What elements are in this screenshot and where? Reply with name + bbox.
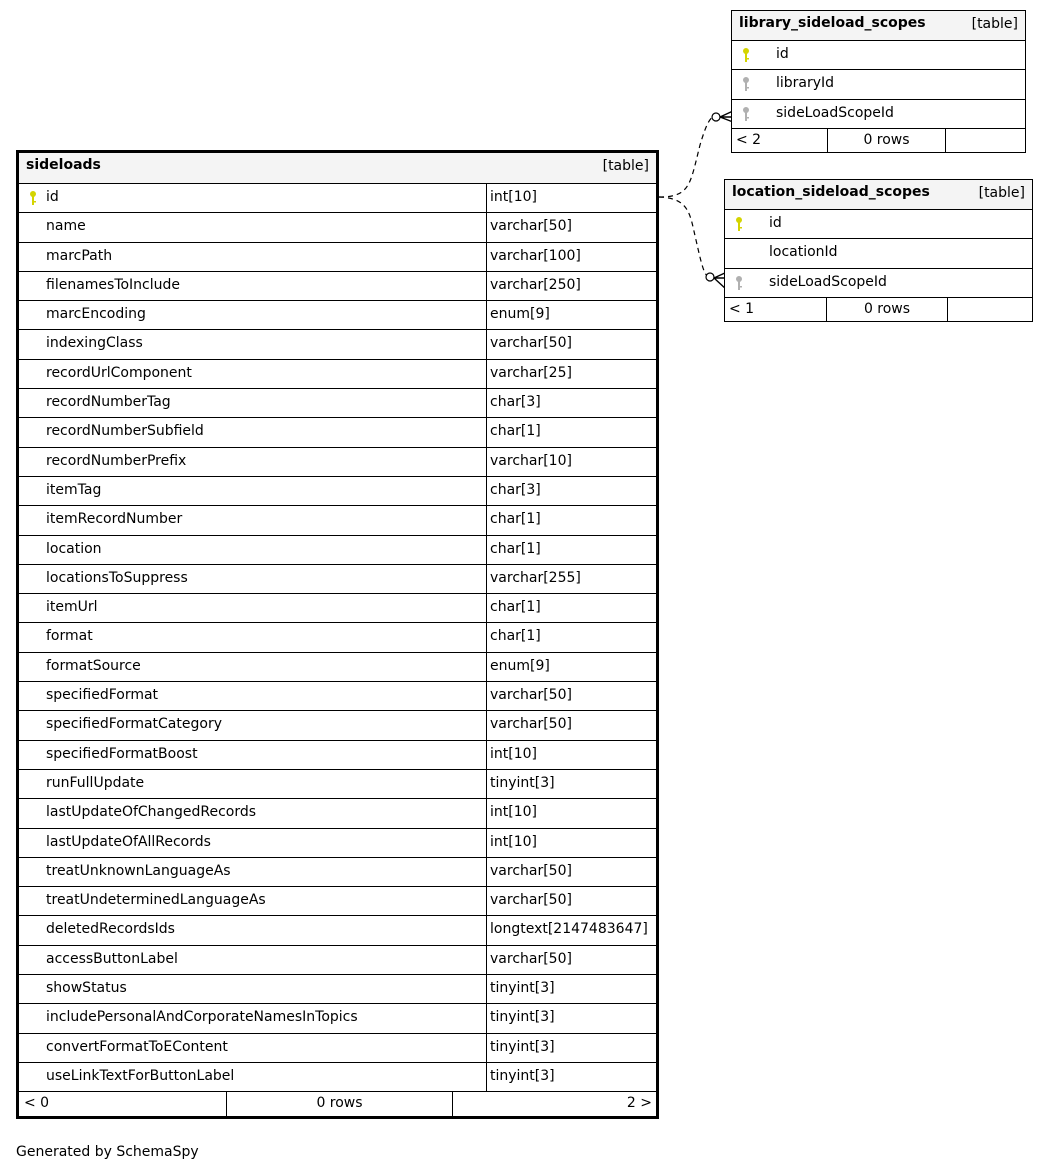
column-name: specifiedFormat xyxy=(46,687,159,704)
table-row[interactable] xyxy=(725,269,1032,298)
primary-key-icon xyxy=(742,47,750,63)
table-row[interactable] xyxy=(19,360,656,389)
column-type: tinyint[3] xyxy=(486,770,656,798)
table-row[interactable] xyxy=(19,213,656,242)
table-row[interactable] xyxy=(19,184,656,213)
column-type: varchar[50] xyxy=(486,682,656,710)
table-type-label: [table] xyxy=(602,158,649,174)
footer-row-count: 0 rows xyxy=(826,298,947,321)
relation-line-library xyxy=(659,116,716,197)
generated-by-label: Generated by SchemaSpy xyxy=(16,1144,199,1160)
column-name: showStatus xyxy=(46,980,127,997)
column-type: tinyint[3] xyxy=(486,975,656,1003)
table-row[interactable] xyxy=(19,536,656,565)
column-name: id xyxy=(46,189,59,205)
table-row[interactable] xyxy=(732,100,1025,129)
column-name: includePersonalAndCorporateNamesInTopics xyxy=(46,1009,358,1026)
column-type: varchar[250] xyxy=(486,272,656,300)
table-row[interactable] xyxy=(19,770,656,799)
table-row[interactable] xyxy=(19,330,656,359)
footer-row-count: 0 rows xyxy=(226,1092,452,1116)
table-location-sideload-scopes[interactable] xyxy=(724,179,1033,322)
column-name: sideLoadScopeId xyxy=(769,273,887,290)
table-row[interactable] xyxy=(19,711,656,740)
column-type: tinyint[3] xyxy=(486,1004,656,1032)
table-row[interactable] xyxy=(19,243,656,272)
footer-parents-count: < 2 xyxy=(736,131,762,148)
table-row[interactable] xyxy=(19,799,656,828)
table-row[interactable] xyxy=(19,1004,656,1033)
primary-key-icon xyxy=(735,216,743,232)
table-row[interactable] xyxy=(19,272,656,301)
column-name: recordUrlComponent xyxy=(46,364,192,381)
column-type: varchar[50] xyxy=(486,213,656,241)
table-row[interactable] xyxy=(19,389,656,418)
column-type: varchar[50] xyxy=(486,858,656,886)
table-row[interactable] xyxy=(19,946,656,975)
table-row[interactable] xyxy=(19,301,656,330)
column-name: sideLoadScopeId xyxy=(776,104,894,121)
relation-line-location xyxy=(659,197,709,277)
table-footer xyxy=(19,1092,656,1116)
table-name: sideloads xyxy=(26,157,101,173)
table-row[interactable] xyxy=(19,594,656,623)
table-row[interactable] xyxy=(19,829,656,858)
column-type: char[3] xyxy=(486,389,656,417)
column-type: varchar[10] xyxy=(486,448,656,476)
footer-row-count: 0 rows xyxy=(827,129,945,152)
column-type: int[10] xyxy=(486,829,656,857)
table-row[interactable] xyxy=(732,41,1025,70)
table-row[interactable] xyxy=(19,887,656,916)
column-name: accessButtonLabel xyxy=(46,950,178,967)
column-name: specifiedFormatBoost xyxy=(46,745,198,762)
footer-children-count xyxy=(947,298,1032,321)
table-footer xyxy=(732,129,1025,152)
table-row[interactable] xyxy=(19,653,656,682)
column-name: name xyxy=(46,218,86,235)
table-row[interactable] xyxy=(19,477,656,506)
table-library-sideload-scopes[interactable] xyxy=(731,10,1026,153)
column-type: char[1] xyxy=(486,594,656,622)
column-type: varchar[50] xyxy=(486,887,656,915)
foreign-key-icon xyxy=(742,76,750,92)
table-row[interactable] xyxy=(19,682,656,711)
column-name: marcPath xyxy=(46,247,113,264)
table-row[interactable] xyxy=(19,975,656,1004)
column-name: indexingClass xyxy=(46,335,143,352)
table-header xyxy=(732,11,1025,41)
column-name: format xyxy=(46,628,93,645)
column-name: itemTag xyxy=(46,481,102,498)
relation-optional-circle-library xyxy=(712,113,720,121)
column-type: longtext[2147483647] xyxy=(486,916,656,944)
column-name: itemRecordNumber xyxy=(46,511,183,528)
footer-children-count: 2 > xyxy=(452,1092,652,1116)
table-row[interactable] xyxy=(19,448,656,477)
table-row[interactable] xyxy=(19,623,656,652)
column-name: recordNumberTag xyxy=(46,394,171,411)
column-type: int[10] xyxy=(486,184,656,212)
column-name: deletedRecordsIds xyxy=(46,921,175,938)
column-name: lastUpdateOfChangedRecords xyxy=(46,804,257,821)
column-type: char[1] xyxy=(486,536,656,564)
column-name: formatSource xyxy=(46,657,141,674)
column-name: id xyxy=(769,215,782,231)
column-type: varchar[100] xyxy=(486,243,656,271)
table-name: location_sideload_scopes xyxy=(732,184,930,200)
column-type: char[3] xyxy=(486,477,656,505)
column-type: tinyint[3] xyxy=(486,1063,656,1091)
column-name: filenamesToInclude xyxy=(46,276,181,293)
column-name: treatUnknownLanguageAs xyxy=(46,862,231,879)
column-type: varchar[50] xyxy=(486,946,656,974)
column-name: lastUpdateOfAllRecords xyxy=(46,833,211,850)
table-type-label: [table] xyxy=(971,16,1018,32)
table-row[interactable] xyxy=(732,70,1025,99)
table-row[interactable] xyxy=(19,1034,656,1063)
table-row[interactable] xyxy=(725,239,1032,268)
column-name: convertFormatToEContent xyxy=(46,1038,228,1055)
column-type: char[1] xyxy=(486,506,656,534)
column-type: char[1] xyxy=(486,418,656,446)
column-name: treatUndeterminedLanguageAs xyxy=(46,892,266,909)
column-name: locationsToSuppress xyxy=(46,569,188,586)
foreign-key-icon xyxy=(742,106,750,122)
table-row[interactable] xyxy=(19,858,656,887)
column-name: runFullUpdate xyxy=(46,774,145,791)
column-name: locationId xyxy=(769,244,838,261)
footer-children-count xyxy=(945,129,1025,152)
column-name: marcEncoding xyxy=(46,306,146,323)
footer-parents-count: < 1 xyxy=(729,300,755,317)
column-type: enum[9] xyxy=(486,653,656,681)
column-type: int[10] xyxy=(486,741,656,769)
table-row[interactable] xyxy=(19,741,656,770)
column-name: useLinkTextForButtonLabel xyxy=(46,1067,235,1084)
column-type: varchar[255] xyxy=(486,565,656,593)
column-name: itemUrl xyxy=(46,599,98,616)
table-header xyxy=(725,180,1032,210)
table-row[interactable] xyxy=(19,418,656,447)
table-name: library_sideload_scopes xyxy=(739,15,926,31)
column-name: id xyxy=(776,46,789,62)
column-name: location xyxy=(46,540,102,557)
column-type: enum[9] xyxy=(486,301,656,329)
column-type: varchar[50] xyxy=(486,711,656,739)
table-row[interactable] xyxy=(19,1063,656,1092)
foreign-key-icon xyxy=(735,275,743,291)
table-sideloads[interactable] xyxy=(16,150,659,1119)
column-type: int[10] xyxy=(486,799,656,827)
column-name: libraryId xyxy=(776,75,835,92)
column-type: varchar[50] xyxy=(486,330,656,358)
table-row[interactable] xyxy=(19,565,656,594)
table-row[interactable] xyxy=(19,506,656,535)
relation-optional-circle-location xyxy=(706,273,714,281)
table-header xyxy=(19,153,656,184)
table-row[interactable] xyxy=(725,210,1032,239)
table-footer xyxy=(725,298,1032,321)
column-type: char[1] xyxy=(486,623,656,651)
column-type: tinyint[3] xyxy=(486,1034,656,1062)
table-row[interactable] xyxy=(19,916,656,945)
column-type: varchar[25] xyxy=(486,360,656,388)
column-name: specifiedFormatCategory xyxy=(46,716,222,733)
column-name: recordNumberPrefix xyxy=(46,452,187,469)
footer-parents-count: < 0 xyxy=(24,1095,50,1112)
table-type-label: [table] xyxy=(978,185,1025,201)
column-name: recordNumberSubfield xyxy=(46,423,204,440)
primary-key-icon xyxy=(29,190,37,206)
